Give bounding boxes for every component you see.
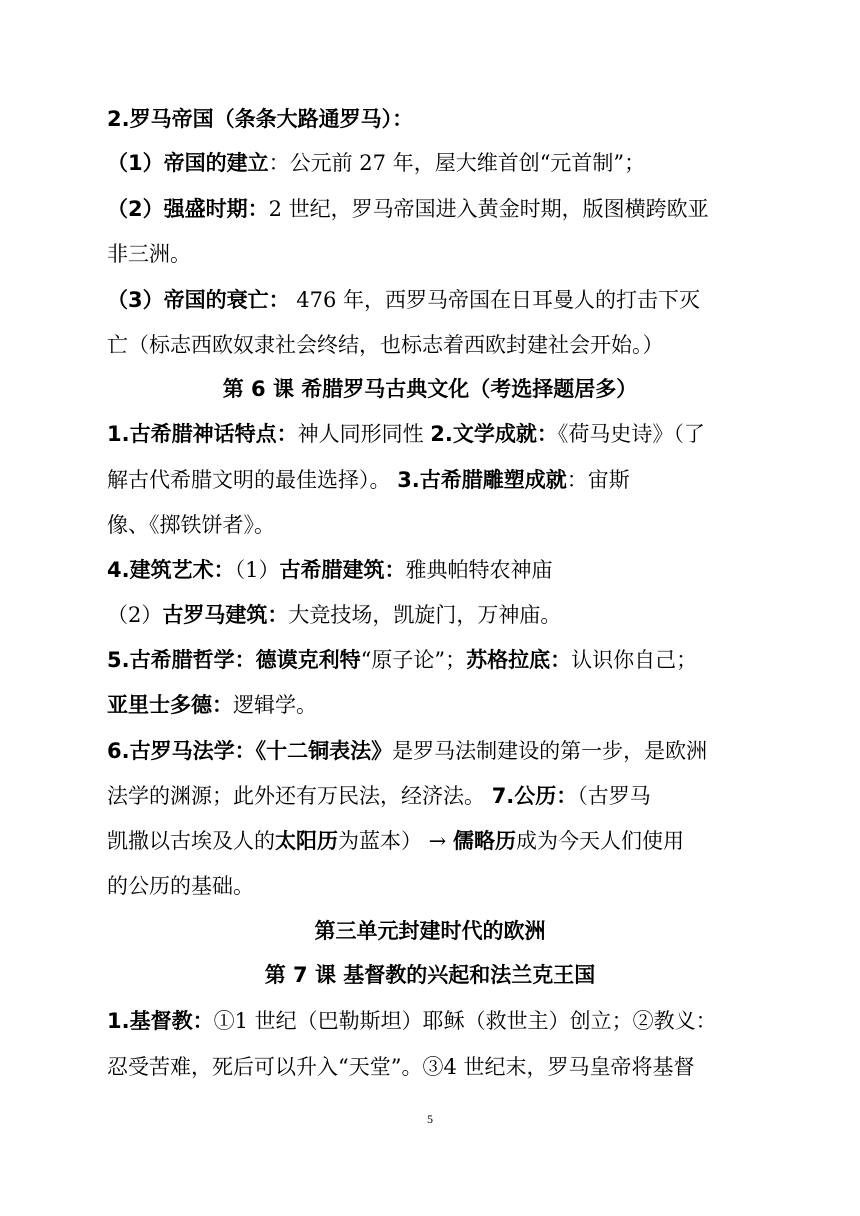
bold-text: 3.古希腊雕塑成就 <box>397 468 567 492</box>
bold-text: 5.古希腊哲学：德谟克利特 <box>107 648 361 672</box>
body-text: 是罗马法制建设的第一步，是欧洲 <box>392 739 708 763</box>
body-text: ：宙斯 <box>566 468 630 492</box>
bold-text: 儒略历 <box>452 829 516 853</box>
body-text: 为蓝本） → <box>338 829 453 853</box>
body-text: 的公历的基础。 <box>107 874 254 898</box>
page-number: 5 <box>427 1112 433 1126</box>
lesson-7-title: 第 7 课 基督教的兴起和法兰克王国 <box>264 963 596 987</box>
body-text: 非三洲。 <box>107 242 191 266</box>
line-roman-law <box>107 736 707 766</box>
bold-text: 4.建筑艺术： <box>107 558 235 582</box>
line-literature-sculpture <box>107 465 630 495</box>
body-text: 忍受苦难，死后可以升入“天堂”。③4 世纪末，罗马皇帝将基督 <box>107 1055 695 1079</box>
body-text: 雅典帕特农神庙 <box>405 558 553 582</box>
body-text: 神人同形同性 <box>297 422 431 446</box>
bold-text: （2）强盛时期： <box>107 197 269 221</box>
body-text: 大竞技场，凯旋门，万神庙。 <box>288 603 562 627</box>
bold-text: 1.基督教： <box>107 1009 214 1033</box>
unit-3-title: 第三单元封建时代的欧洲 <box>314 919 546 943</box>
heading-roman-empire <box>107 104 413 134</box>
body-text: 凯撒以古埃及人的 <box>107 829 275 853</box>
line-greek-myth <box>107 419 705 449</box>
line-empire-decline-cont <box>107 330 664 360</box>
body-text: 《荷马史诗》（了 <box>557 422 705 446</box>
body-text: “原子论”； <box>360 648 467 672</box>
bold-text: （3）帝国的衰亡： <box>107 288 290 312</box>
line-calendar-cont <box>107 871 254 901</box>
body-text: （1） <box>234 558 280 582</box>
body-text: ①1 世纪（巴勒斯坦）耶稣（救世主）创立；②教义： <box>213 1009 717 1033</box>
bold-text: （1）帝国的建立 <box>107 151 269 175</box>
line-philosophy <box>107 645 697 675</box>
bold-text: 亚里士多德： <box>107 693 233 717</box>
line-christianity-cont <box>107 1052 695 1082</box>
body-text: 像、《掷铁饼者》。 <box>107 513 275 537</box>
body-text: 2 世纪，罗马帝国进入黄金时期，版图横跨欧亚 <box>268 197 709 221</box>
bold-text: 2.文学成就： <box>430 422 558 446</box>
line-empire-founding <box>107 148 645 178</box>
bold-text: 古罗马建筑： <box>162 603 289 627</box>
body-text: 逻辑学。 <box>233 693 317 717</box>
body-text: 476 年，西罗马帝国在日耳曼人的打击下灭 <box>289 288 701 312</box>
bold-text: 6.古罗马法学：《十二铜表法》 <box>107 739 393 763</box>
line-aristotle <box>107 690 317 720</box>
bold-text: 太阳历 <box>275 829 338 853</box>
line-empire-height-cont <box>107 239 191 269</box>
body-text: 亡（标志西欧奴隶社会终结，也标志着西欧封建社会开始。） <box>107 333 664 357</box>
bold-text: 古希腊建筑： <box>279 558 406 582</box>
body-text: 解古代希腊文明的最佳选择）。 <box>107 468 398 492</box>
line-roman-architecture <box>107 600 561 630</box>
bold-text: 1.古希腊神话特点： <box>107 422 298 446</box>
line-christianity <box>107 1006 717 1036</box>
line-empire-decline <box>107 285 700 315</box>
body-text: 法学的渊源；此外还有万民法，经济法。 <box>107 784 492 808</box>
line-empire-height <box>107 194 709 224</box>
body-text: （2） <box>107 603 163 627</box>
body-text: 成为今天人们使用 <box>515 829 684 853</box>
line-law-calendar <box>107 781 651 811</box>
lesson-6-title: 第 6 课 希腊罗马古典文化（考选择题居多） <box>222 377 638 401</box>
body-text: ：公元前 27 年，屋大维首创“元首制”； <box>268 151 646 175</box>
line-calendar <box>107 826 684 856</box>
body-text: （古罗马 <box>577 784 651 808</box>
bold-text: 苏格拉底： <box>466 648 572 672</box>
body-text: 认识你自己； <box>571 648 698 672</box>
bold-text: 7.公历： <box>491 784 578 808</box>
line-sculpture-cont <box>107 510 275 540</box>
bold-text: 2.罗马帝国（条条大路通罗马）： <box>107 107 414 131</box>
line-architecture <box>107 555 552 585</box>
